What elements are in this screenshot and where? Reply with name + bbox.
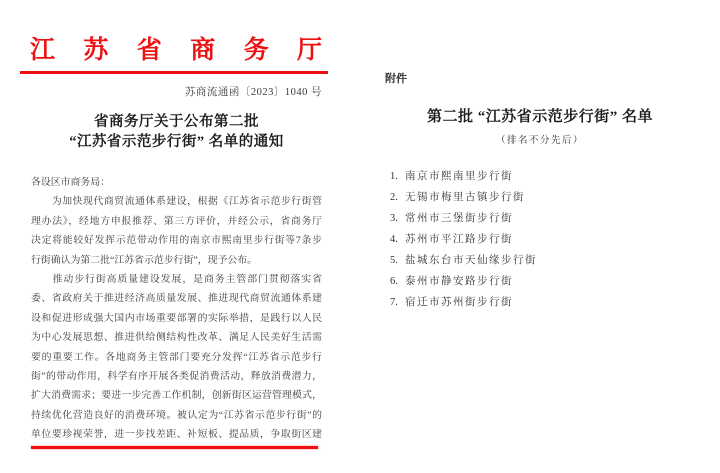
street-number: 3. [390,213,398,224]
street-list-item [390,292,537,313]
body-line: 决定将能较好发挥示范带动作用的南京市熙南里步行街等7条步 [31,235,322,247]
body-line: 理办法》，经地方申报推荐、第三方评价，并经公示，省商务厅 [31,215,322,227]
red-divider-top [20,71,328,74]
street-number: 6. [390,276,398,287]
street-number: 1. [390,171,398,182]
street-name: 南京市熙南里步行街 [405,171,513,182]
body-line: 委、省政府关于推进经济高质量发展、推进现代商贸流通体系建 [31,293,322,305]
street-name: 泰州市静安路步行街 [405,276,513,287]
list-title: 第二批 “江苏省示范步行街” 名单 [426,109,653,125]
street-name: 常州市三堡街步行街 [405,213,513,224]
notice-body [31,173,322,444]
street-number: 2. [390,192,398,203]
body-line: 要的重要工作。各地商务主管部门要充分发挥“江苏省示范步行 [31,351,322,363]
street-list-item [390,229,537,250]
street-list-item [390,250,537,271]
body-line: 推动步行街高质量建设发展，是商务主管部门贯彻落实省 [31,273,322,285]
street-list-item [390,166,537,187]
attachment-page [360,0,720,473]
body-line: 各设区市商务局： [31,177,111,188]
street-number: 4. [390,234,398,245]
body-line: 行街确认为第二批“江苏省示范步行街”，现予公布。 [31,254,258,266]
street-number: 7. [390,297,398,308]
notice-title-line2: “江苏省示范步行街” 名单的通知 [69,134,284,150]
body-line: 设和促进形成强大国内市场重要部署的实际举措，是践行以人民 [31,312,322,324]
list-subtitle: （排名不分先后） [495,136,584,146]
doc-number: 苏商流通函〔2023〕1040 号 [184,87,322,98]
street-name: 无锡市梅里古镇步行街 [405,192,525,203]
notice-title [31,112,322,152]
body-line: 街”的带动作用，科学有序开展各类促消费活动，释放消费潜力， [31,370,322,382]
body-line: 单位要珍视荣誉，进一步找差距、补短板、提品质，争取街区建 [31,429,322,441]
red-divider-bottom [31,446,318,449]
body-line: 持续优化营造良好的消费环境。被认定为“江苏省示范步行街”的 [31,409,322,421]
street-number: 5. [390,255,398,266]
street-name: 宿迁市苏州街步行街 [405,297,513,308]
street-list [390,166,537,313]
agency-header: 江 苏 省 商 务 厅 [30,37,322,64]
body-line: 为中心发展思想、推进供给侧结构性改革、满足人民美好生活需 [31,332,322,344]
street-name: 盐城东台市天仙缘步行街 [405,255,537,266]
street-list-item [390,208,537,229]
street-list-item [390,271,537,292]
notice-title-line1: 省商务厅关于公布第二批 [94,114,259,130]
body-line: 为加快现代商贸流通体系建设，根据《江苏省示范步行街管 [31,196,322,208]
street-name: 苏州市平江路步行街 [405,234,513,245]
attachment-label: 附件 [385,73,407,85]
body-line: 扩大消费需求；要进一步完善工作机制，创新街区运营管理模式， [31,390,322,402]
street-list-item [390,187,537,208]
